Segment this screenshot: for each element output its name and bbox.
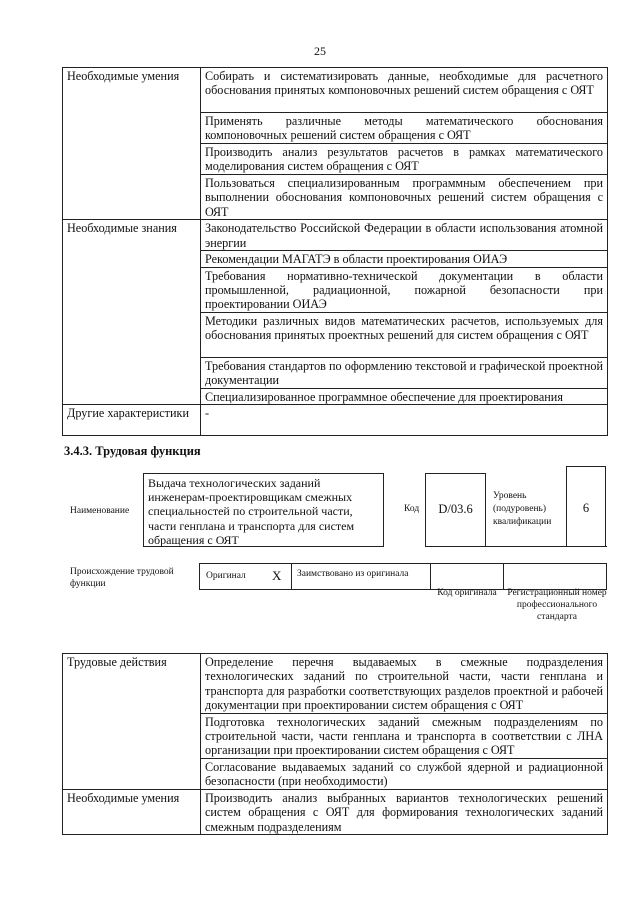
actions-label: Трудовые действия (63, 654, 201, 790)
skill-item: Собирать и систематизировать данные, необходимые для расчетного обоснования принятых компоновочных решений систем обращения с ОЯТ (201, 68, 608, 113)
action-item: Определение перечня выдаваемых в смежные подразделения технологических заданий по строительной части, части генплана и транспорта для разработки соответствующих разделов проектной и рабочей документации при проектировании систем обращения с ОЯТ (201, 654, 608, 714)
lower-requirements-table (62, 653, 608, 835)
divider (291, 563, 292, 590)
code-label: Код (404, 504, 420, 514)
skill-item: Производить анализ выбранных вариантов технологических решений систем обращения с ОЯТ для формирования технологических заданий смежным подразделениям (201, 789, 608, 834)
skills-label: Необходимые умения (63, 789, 201, 834)
skill-item: Пользоваться специализированным программным обеспечением при выполнении обоснования компоновочных решений систем обращения с ОЯТ (201, 175, 608, 220)
knowledge-item: Специализированное программное обеспечение для проектирования (201, 388, 608, 404)
level-label: Уровень (подуровень) квалификации (493, 491, 552, 527)
origin-label: Происхождение трудовой функции (70, 567, 174, 589)
divider (430, 563, 431, 590)
skills-label: Необходимые умения (63, 68, 201, 220)
code-original-caption: Код оригинала (437, 588, 497, 598)
function-code: D/03.6 (425, 473, 486, 547)
knowledge-item: Требования стандартов по оформлению текстовой и графической проектной документации (201, 357, 608, 388)
table-row (63, 220, 608, 251)
skill-item: Применять различные методы математического обоснования компоновочных решений систем обращения с ОЯТ (201, 113, 608, 144)
table-row (63, 654, 608, 714)
table-row (63, 405, 608, 436)
borrowed-label: Заимствовано из оригинала (297, 569, 409, 579)
registration-caption: Регистрационный номер профессионального стандарта (507, 588, 607, 622)
section-title: 3.4.3. Трудовая функция (64, 444, 201, 458)
table-row (63, 68, 608, 113)
knowledge-label: Необходимые знания (63, 220, 201, 405)
page-number: 25 (314, 44, 326, 58)
knowledge-item: Рекомендации МАГАТЭ в области проектирования ОИАЭ (201, 251, 608, 267)
action-item: Подготовка технологических заданий смежным подразделениям по строительной части, части генплана и транспорта в соответствии с ЛНА организации при проектировании систем обращения с ОЯТ (201, 713, 608, 758)
skill-item: Производить анализ результатов расчетов в рамках математического моделирования систем обращения с ОЯТ (201, 144, 608, 175)
original-mark: X (272, 568, 282, 583)
divider (503, 563, 504, 590)
knowledge-item: Методики различных видов математических расчетов, используемых для обоснования принятых проектных решений для систем обращения с ОЯТ (201, 312, 608, 357)
other-label: Другие характеристики (63, 405, 201, 436)
qualification-level: 6 (566, 466, 606, 547)
knowledge-item: Требования нормативно-технической документации в области промышленной, радиационной, пожарной безопасности при проектировании ОИАЭ (201, 267, 608, 312)
function-name: Выдача технологических заданий инженерам-проектировщикам смежных специальностей по строительной части, части генплана и транспорта для систем обращения с ОЯТ (143, 473, 384, 547)
action-item: Согласование выдаваемых заданий со службой ядерной и радиационной безопасности (при необходимости) (201, 758, 608, 789)
upper-requirements-table (62, 67, 608, 436)
original-label: Оригинал (206, 571, 246, 581)
other-value: - (201, 405, 608, 436)
divider (486, 546, 607, 547)
knowledge-item: Законодательство Российской Федерации в области использования атомной энергии (201, 220, 608, 251)
table-row (63, 789, 608, 834)
name-label: Наименование (70, 506, 130, 516)
